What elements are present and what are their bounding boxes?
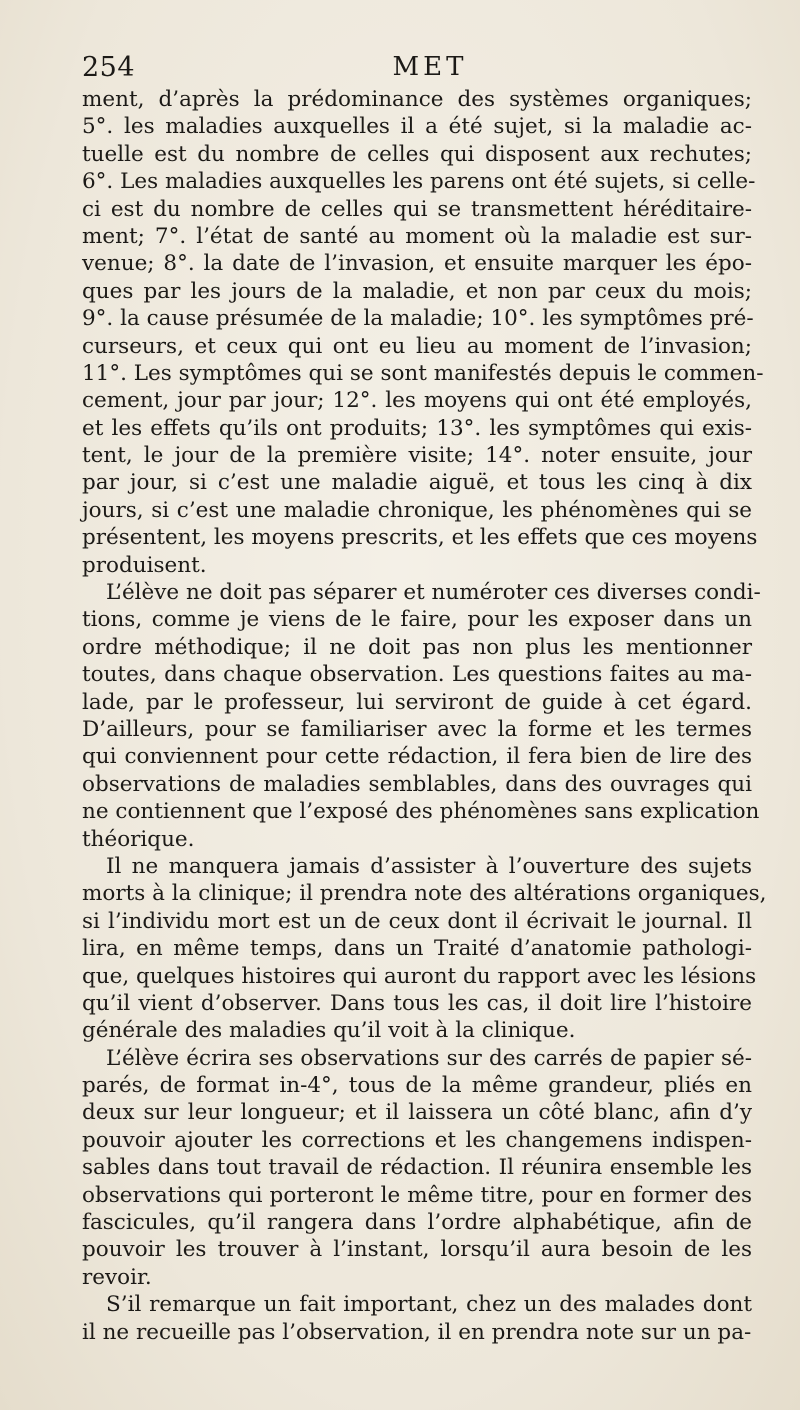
text-line: L’élève écrira ses observations sur des carrés de papier sé- [106,1045,752,1071]
text-line: observations qui porteront le même titre, pour en former des [82,1182,752,1208]
text-line: pouvoir les trouver à l’instant, lorsqu’il aura besoin de les [82,1237,752,1263]
text-line: générale des maladies qu’il voit à la clinique. [82,1018,576,1044]
text-line: Il ne manquera jamais d’assister à l’ouverture des sujets [106,853,752,879]
text-line: ordre méthodique; il ne doit pas non plus les mentionner [82,634,752,660]
page-number: 254 [82,52,136,83]
text-line: D’ailleurs, pour se familiariser avec la forme et les termes [82,716,752,742]
paragraph [82,86,764,579]
text-line: produisent. [82,552,207,578]
paragraph [82,1291,752,1346]
text-line: il ne recueille pas l’observation, il en prendra note sur un pa- [82,1319,752,1345]
text-line: morts à la clinique; il prendra note des altérations organiques, [82,881,767,907]
text-line: par jour, si c’est une maladie aiguë, et tous les cinq à dix [82,470,752,496]
text-line: lira, en même temps, dans un Traité d’anatomie pathologi- [82,936,752,962]
text-line: toutes, dans chaque observation. Les questions faites au ma- [82,662,752,688]
text-line: tuelle est du nombre de celles qui disposent aux rechutes; [82,141,752,167]
text-line: si l’individu mort est un de ceux dont il écrivait le journal. Il [82,908,752,934]
text-line: venue; 8°. la date de l’invasion, et ensuite marquer les épo- [82,251,752,277]
text-line: lade, par le professeur, lui serviront de guide à cet égard. [82,689,752,715]
text-line: pouvoir ajouter les corrections et les changemens indispen- [82,1127,752,1153]
text-line: qu’il vient d’observer. Dans tous les cas, il doit lire l’histoire [82,990,752,1016]
text-line: sables dans tout travail de rédaction. Il réunira ensemble les [82,1155,752,1181]
text-line: 9°. la cause présumée de la maladie; 10°. les symptômes pré- [82,306,754,332]
text-line: ment; 7°. l’état de santé au moment où la maladie est sur- [82,223,752,249]
text-line: fascicules, qu’il rangera dans l’ordre alphabétique, afin de [82,1210,752,1236]
text-line: ment, d’après la prédominance des systèmes organiques; [82,87,752,112]
paragraph [82,579,761,853]
text-line: qui conviennent pour cette rédaction, il fera bien de lire des [82,744,752,770]
paragraph [82,1045,752,1292]
text-line: 6°. Les maladies auxquelles les parens ont été sujets, si celle- [82,169,756,195]
text-line: observations de maladies semblables, dans des ouvrages qui [82,771,752,797]
text-line: théorique. [82,826,195,852]
text-line: tions, comme je viens de le faire, pour les exposer dans un [82,607,752,633]
text-line: S’il remarque un fait important, chez un des malades dont [106,1292,752,1318]
text-line: curseurs, et ceux qui ont eu lieu au moment de l’invasion; [82,333,752,359]
text-line: ci est du nombre de celles qui se transmettent héréditaire- [82,196,752,222]
text-line: que, quelques histoires qui auront du rapport avec les lésions [82,963,757,989]
page-header [60,50,760,90]
text-line: cement, jour par jour; 12°. les moyens qui ont été employés, [82,388,752,414]
text-line: jours, si c’est une maladie chronique, les phénomènes qui se [82,497,752,523]
text-line: tent, le jour de la première visite; 14°. noter ensuite, jour [82,443,752,469]
text-line: deux sur leur longueur; et il laissera un côté blanc, afin d’y [82,1100,752,1126]
text-line: et les effets qu’ils ont produits; 13°. les symptômes qui exis- [82,415,752,441]
running-head: MET [392,52,468,82]
text-line: présentent, les moyens prescrits, et les effets que ces moyens [82,525,758,551]
text-line: L’élève ne doit pas séparer et numéroter ces diverses condi- [106,580,761,606]
text-line: ne contiennent que l’exposé des phénomènes sans explication [82,799,760,825]
text-line: revoir. [82,1264,152,1290]
paragraph [82,853,767,1045]
text-line: ques par les jours de la maladie, et non par ceux du mois; [82,278,752,304]
text-line: parés, de format in-4°, tous de la même grandeur, pliés en [82,1073,752,1099]
text-line: 11°. Les symptômes qui se sont manifestés depuis le commen- [82,360,764,386]
body-text [82,86,767,1346]
text-line: 5°. les maladies auxquelles il a été sujet, si la maladie ac- [82,114,752,140]
